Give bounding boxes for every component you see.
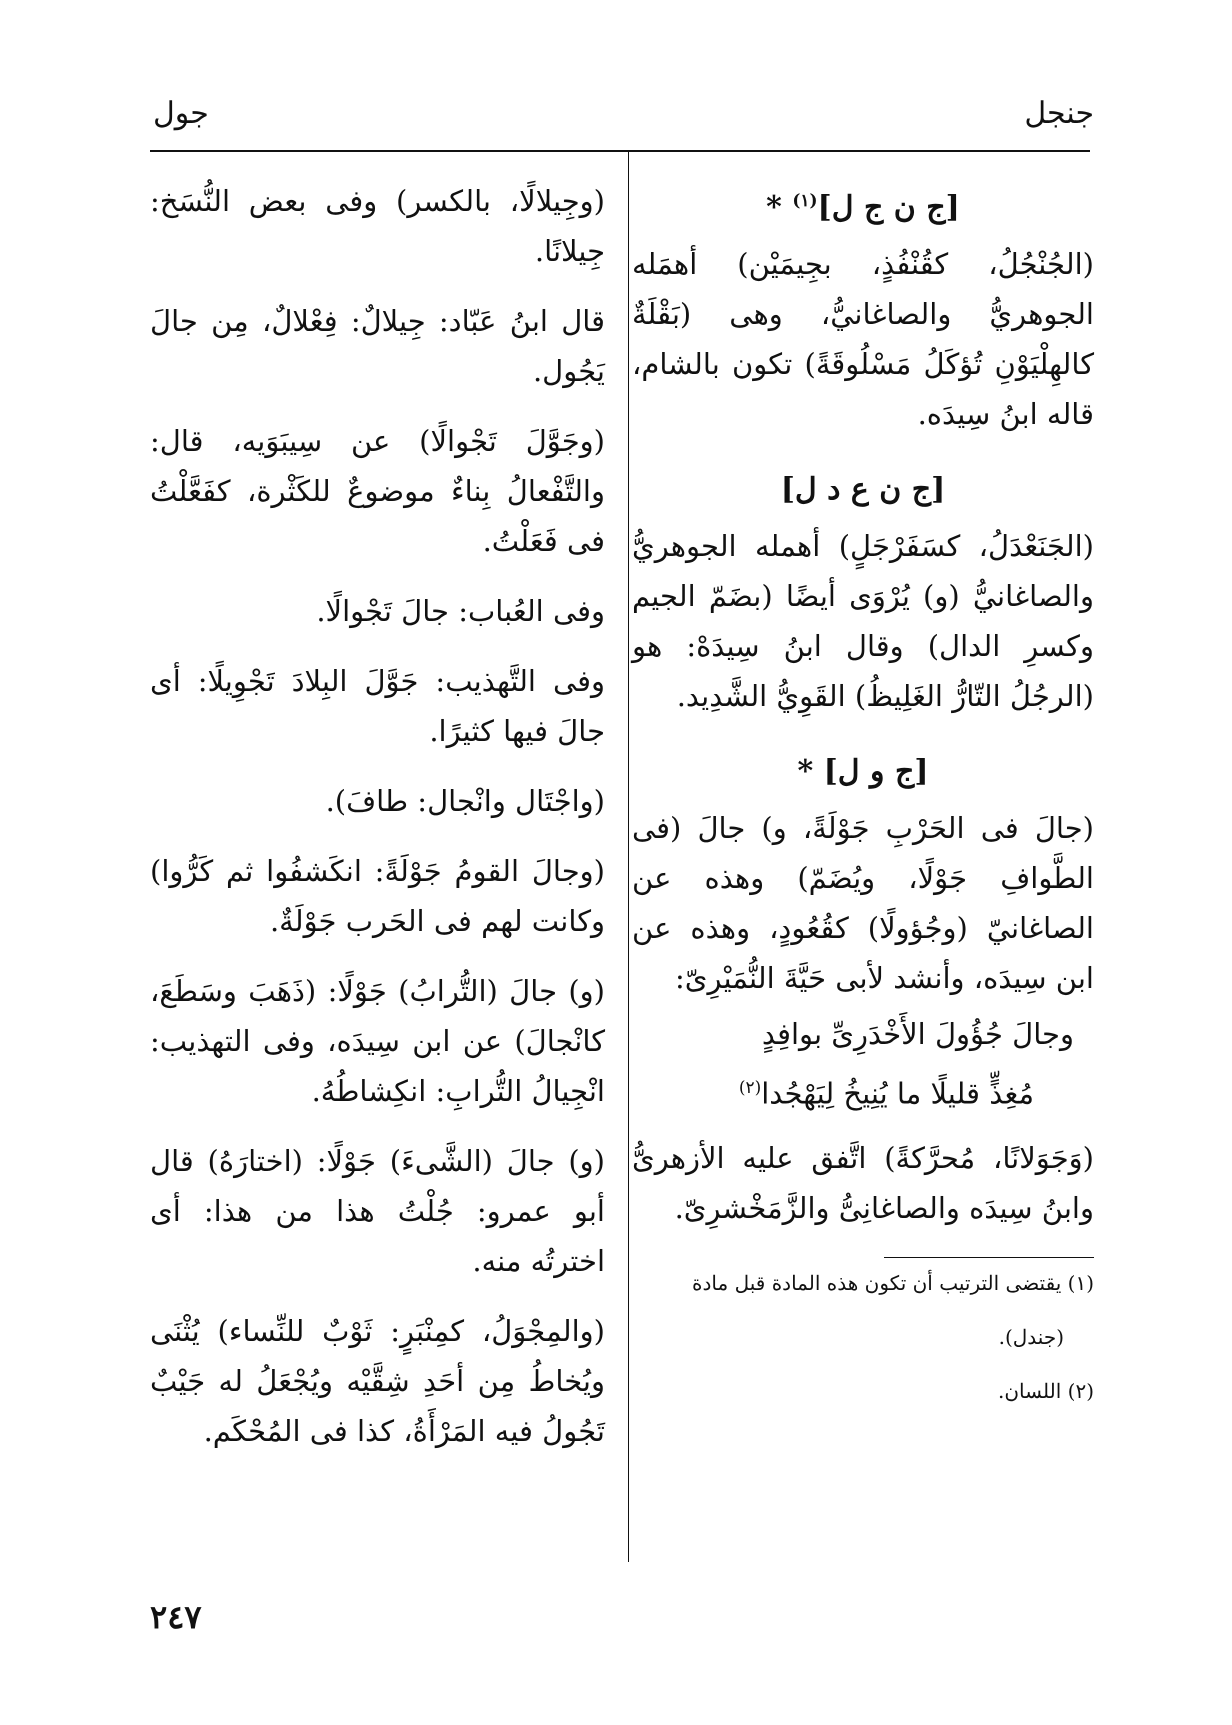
footnote-1-cont: (جندل). xyxy=(998,1324,1064,1349)
star-mark: * xyxy=(797,754,814,789)
paragraph: وفى العُباب: جالَ تَجْوالًا. xyxy=(316,594,605,628)
entry-heading-jwl: [ج و ل] * xyxy=(797,754,929,789)
paragraph: (وجالَ القومُ جَوْلَةً: انكَشفُوا ثم كَرُّوا) وكانت لهم فى الحَرب جَوْلَةٌ. xyxy=(150,854,605,938)
footnote-ref-2: (٢) xyxy=(738,1078,762,1098)
footnote-rule xyxy=(884,1257,1094,1258)
entry-text-jnjl: (الجُنْجُلُ، كقُنْفُذٍ، بجِيمَيْن) أهمَله الجوهريُّ والصاغانيُّ، وهى (بَقْلَةٌ كالهِلْيَوْنِ تُؤكَلُ مَسْلُوقَةً) تكون بالشام، قاله ابنُ سِيدَه. xyxy=(632,247,1094,431)
right-column xyxy=(632,176,1094,1428)
star-mark: * xyxy=(766,190,782,225)
entry-text-jwl-2: (وَجَوَلانًا، مُحرَّكةً) اتَّفق عليه الأزهرىُّ وابنُ سِيدَه والصاغانِىُّ والزَّمَخْشرِىّ. xyxy=(632,1140,1094,1225)
running-header-right: جنجل xyxy=(1024,96,1094,131)
paragraph: (و) جالَ (التُّرابُ) جَوْلًا: (ذَهَبَ وسَطَعَ، كانْجالَ) عن ابن سِيدَه، وفى التهذيب: انْجِيالُ التُّرابِ: انكِشاطُهُ. xyxy=(150,974,605,1108)
footnote-1: (١) يقتضى الترتيب أن تكون هذه المادة قبل مادة xyxy=(692,1270,1094,1295)
paragraph: وفى التَّهذيب: جَوَّلَ البِلادَ تَجْوِيلًا: أى جالَ فيها كثيرًا. xyxy=(150,664,605,748)
footnote-2: (٢) اللسان. xyxy=(998,1378,1094,1403)
verse-line-2: مُغِذٍّ قليلًا ما يُنِيخُ لِيَهْجُدا$^{(٢)}$ xyxy=(738,1076,1034,1111)
page-number: ٢٤٧ xyxy=(150,1598,202,1636)
running-header-left: جول xyxy=(153,96,209,131)
verse-line-1: وجالَ جُؤُولَ الأَخْدَرِىِّ بوافِدٍ xyxy=(761,1017,1074,1051)
column-divider xyxy=(628,152,629,1562)
paragraph: (و) جالَ (الشَّىءَ) جَوْلًا: (اختارَهُ) قال أبو عمرو: جُلْتُ هذا من هذا: أى اخترتُه منه. xyxy=(150,1144,605,1278)
entry-text-jwl: (جالَ فى الحَرْبِ جَوْلَةً، و) جالَ (فى الطَّوافِ جَوْلًا، ويُضَمّ) وهذه عن الصاغانيّ (وجُؤولًا) كقُعُودٍ، وهذه عن ابن سِيدَه، وأنشد لأبى حَيَّةَ النُّمَيْرِىّ: xyxy=(632,811,1094,995)
paragraph: (واجْتَال وانْجال: طافَ). xyxy=(325,784,605,818)
footnote-ref-1: (١) xyxy=(792,191,818,211)
paragraph: (والمِجْوَلُ، كمِنْبَرٍ: ثَوْبٌ للنِّساء) يُثْنَى ويُخاطُ مِن أحَدِ شِقَّيْه ويُجْعَلُ له جَيْبٌ تَجُولُ فيه المَرْأَةُ، كذا فى المُحْكَم. xyxy=(150,1314,605,1448)
entry-heading-jnjl: [ج ن ج ل]$^{(١)}$ * xyxy=(766,190,960,225)
left-column xyxy=(150,176,605,1476)
entry-heading-jneadl: [ج ن ع د ل] xyxy=(780,472,946,507)
paragraph: (وجِيلالًا، بالكسر) وفى بعض النُّسَخ: جِيلانًا. xyxy=(150,184,605,268)
paragraph: قال ابنُ عَبّاد: جِيلالٌ: فِعْلالٌ، مِن جالَ يَجُول. xyxy=(150,304,605,388)
entry-text-jneadl: (الجَنَعْدَلُ، كسَفَرْجَلٍ) أهمله الجوهريُّ والصاغانيُّ (و) يُرْوَى أيضًا (بضَمّ الجيم وكسرِ الدال) وقال ابنُ سِيدَهْ: هو (الرجُلُ التّارُّ الغَلِيظُ) القَوِيُّ الشَّدِيد. xyxy=(632,529,1094,713)
header-rule xyxy=(150,150,1090,152)
paragraph: (وجَوَّلَ تَجْوالًا) عن سِيبَوَيه، قال: والتَّفْعالُ بِناءٌ موضوعٌ للكَثْرة، كفَعَّلْتُ فى فَعَلْتُ. xyxy=(150,424,605,558)
